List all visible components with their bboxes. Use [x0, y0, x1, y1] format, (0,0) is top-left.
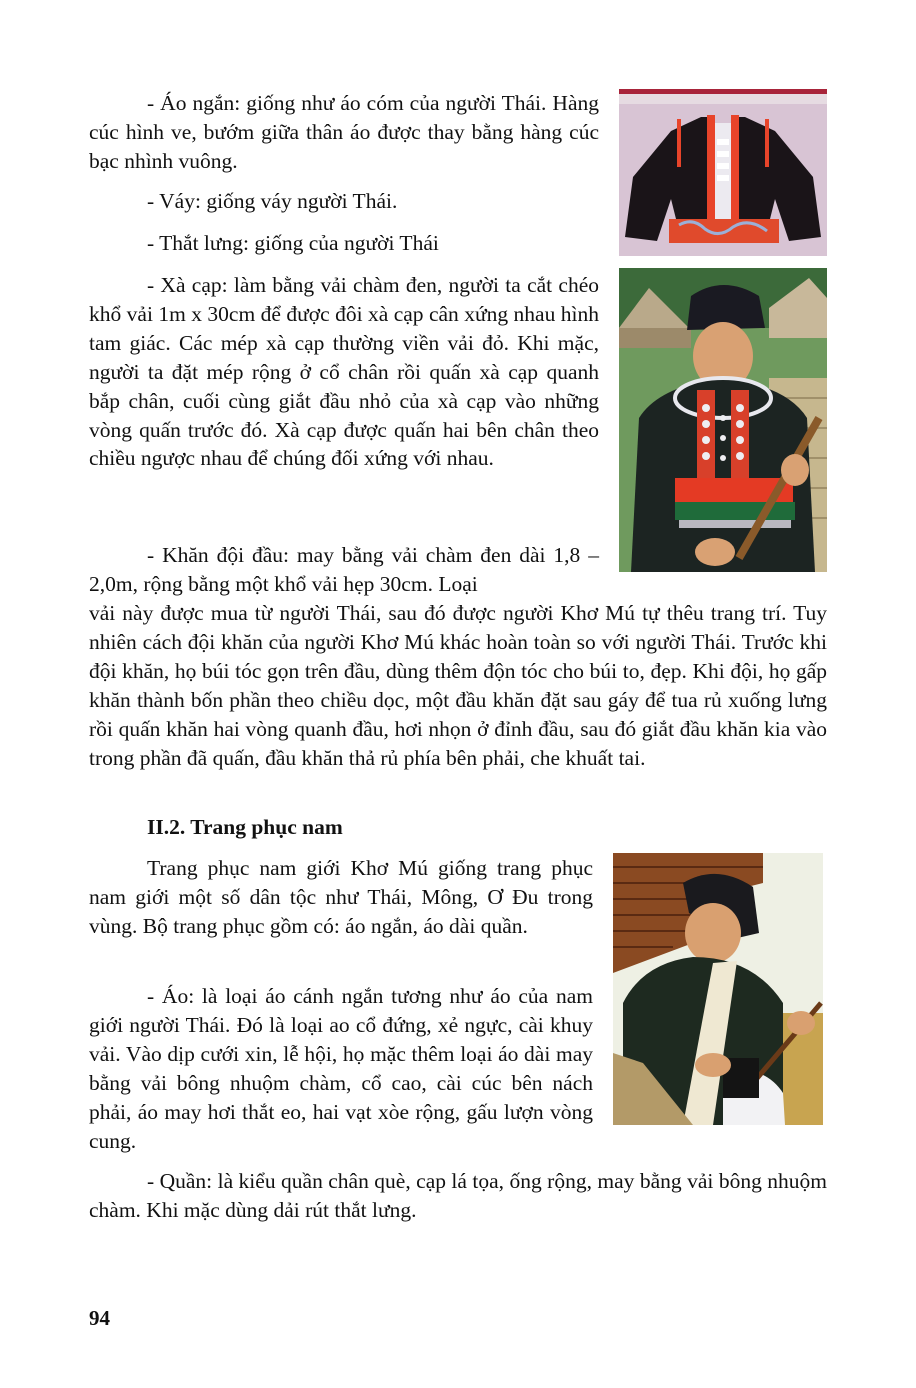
- paragraph-quan: - Quần: là kiểu quần chân què, cạp lá tọa, ống rộng, may bằng vải bông nhuộm chàm. Khi mặc dùng dải rút thắt lưng.: [89, 1169, 827, 1222]
- paragraph-khan-doi-dau-continued: vải này được mua từ người Thái, sau đó được người Khơ Mú tự thêu trang trí. Tuy nhiên cách đội khăn của người Khơ Mú khác hoàn toàn so với người Thái. Trước khi đội khăn, họ búi tóc gọn trên đầu, dùng thêm độn tóc cho búi to, đẹp. Khi đội, họ gấp khăn thành bốn phần theo chiều dọc, một đầu khăn đặt sau gáy để tua rủ xuống lưng rồi quấn khăn hai vòng quanh đầu, hơi nhọn ở đỉnh đầu, sau đó giắt đầu khăn kia vào trong phần đã quấn, đầu khăn thả rủ phía bên phải, che khuất tai.: [89, 601, 827, 770]
- paragraph-xa-cap: - Xà cạp: làm bằng vải chàm đen, người ta cắt chéo khổ vải 1m x 30cm để được đôi xà cạp cân xứng nhau hình tam giác. Các mép xà cạp thường viền vải đỏ. Khi mặc, người ta đặt mép rộng ở cổ chân rồi quấn xà cạp quanh bắp chân, cuối cùng giắt đầu nhỏ của xà cạp vào những vòng quấn trước đó. Xà cạp được quấn hai bên chân theo chiều ngược nhau để chúng đối xứng với nhau.: [89, 273, 599, 471]
- man-image: [613, 853, 823, 1125]
- photo-khmu-woman: [619, 268, 827, 572]
- paragraph-ao-ngan: - Áo ngắn: giống như áo cóm của người Thái. Hàng cúc hình ve, bướm giữa thân áo được thay bằng hàng cúc bạc nhình vuông.: [89, 91, 599, 173]
- paragraph-nam-intro: Trang phục nam giới Khơ Mú giống trang phục nam giới một số dân tộc như Thái, Mông, Ơ Đu trong vùng. Bộ trang phục gồm có: áo ngắn, áo dài quần.: [89, 856, 593, 938]
- section-heading-trang-phuc-nam: II.2. Trang phục nam: [147, 815, 343, 839]
- paragraph-khan-doi-dau-start: - Khăn đội đầu: may bằng vải chàm đen dài 1,8 – 2,0m, rộng bằng một khổ vải hẹp 30cm. Loại: [89, 543, 599, 596]
- paragraph-that-lung: - Thắt lưng: giống của người Thái: [147, 231, 439, 255]
- paragraph-vay: - Váy: giống váy người Thái.: [147, 189, 398, 213]
- woman-image: [619, 268, 827, 572]
- photo-khmu-man: [613, 853, 823, 1125]
- photo-womens-jacket: [619, 89, 827, 256]
- jacket-image: [619, 89, 827, 256]
- paragraph-ao: - Áo: là loại áo cánh ngắn tương như áo của nam giới người Thái. Đó là loại ao cổ đứng, xẻ ngực, cài khuy vải. Vào dịp cưới xin, lễ hội, họ mặc thêm loại áo dài may bằng vải bông nhuộm chàm, cổ cao, cài cúc bên nách phải, áo may hơi thắt eo, hai vạt xòe rộng, gấu lượn vòng cung.: [89, 984, 593, 1153]
- page-number: 94: [89, 1306, 110, 1330]
